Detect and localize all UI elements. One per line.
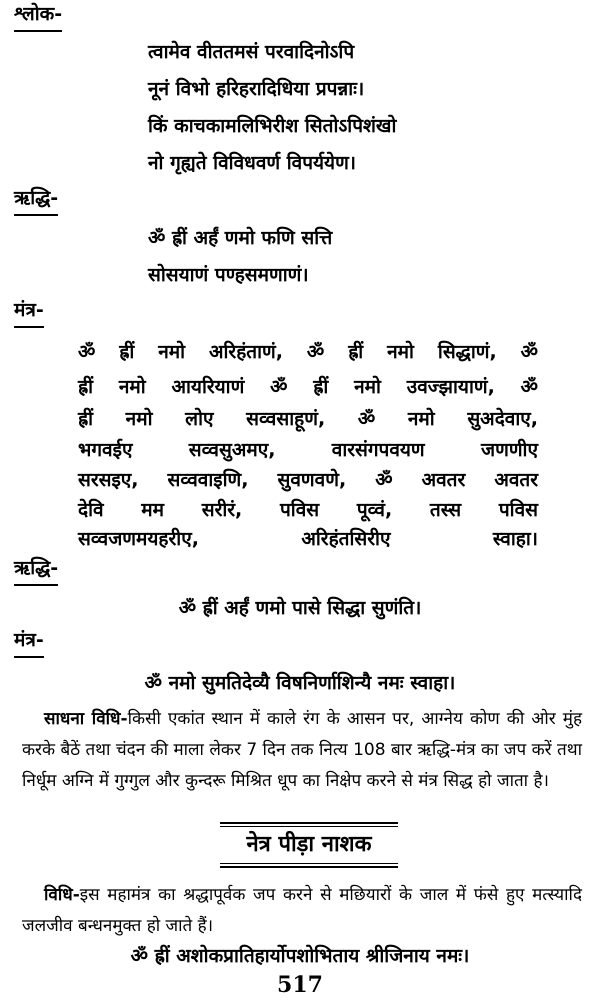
sadhana-lead: साधना विधि- — [44, 709, 128, 729]
mantra-line: ॐ ह्रीं नमो अरिहंताणं, ॐ ह्रीं नमो सिद्धाणं, ॐ — [78, 341, 538, 363]
final-mantra: ॐ ह्रीं अशोकप्रातिहार्योपशोभिताय श्रीजिनाय नमः। — [130, 945, 470, 967]
sadhana-paragraph — [22, 704, 582, 797]
sadhana-text: किसी एकांत स्थान में काले रंग के आसन पर, आग्नेय कोण की ओर मुंह करके बैठें तथा चंदन की माला लेकर 7 दिन तक नित्य 108 बार ऋद्धि-मंत्र का जप करें तथा निर्धूम अग्नि में गुग्गुल और कुन्दरू मिश्रित धूप का निक्षेप करने से मंत्र सिद्ध हो जाता है। — [22, 709, 582, 791]
riddhi-line: सोसयाणं पण्हसमणाणं। — [148, 264, 309, 286]
shloka-line: त्वामेव वीततमसं परवादिनोऽपि — [148, 41, 355, 63]
vidhi-paragraph — [22, 880, 582, 942]
mantra-line: ह्रीं नमो आयरियाणं ॐ ह्रीं नमो उवज्झायाणं, ॐ — [78, 376, 538, 398]
vidhi-text: इस महामंत्र का श्रद्धापूर्वक जप करने से मछियारों के जाल में फंसे हुए मत्स्यादि जलजीव बन्धनमुक्त हो जाते हैं। — [22, 885, 582, 936]
mantra-line: ह्रीं नमो लोए सव्वसाहूणं, ॐ नमो सुअदेवाए, — [78, 408, 538, 430]
mantra-label: मंत्र- — [14, 298, 44, 328]
mantra-line: देवि मम सरीरं, पविस पूव्वं, तस्स पविस — [78, 499, 538, 521]
section-heading-text: नेत्र पीड़ा नाशक — [220, 826, 398, 864]
mantra-line: सरसइए, सव्ववाइणि, सुवणवणे, ॐ अवतर अवतर — [78, 469, 538, 491]
shloka-line: किं काचकामलिभिरीश सितोऽपिशंखो — [148, 115, 397, 137]
page-number: 517 — [277, 972, 323, 998]
mantra-line: सव्वजणमयहरीए, अरिहंतसिरीए स्वाहा। — [78, 528, 538, 550]
riddhi-label: ऋद्धि- — [14, 556, 58, 586]
riddhi-line: ॐ ह्रीं अर्हं णमो पासे सिद्धा सुणंति। — [178, 597, 422, 619]
mantra-line: भगवईए सव्वसुअमए, वारसंगपवयण जणणीए — [78, 439, 538, 461]
mantra-line: ॐ नमो सुमतिदेव्यै विषनिर्णाशिन्यै नमः स्वाहा। — [144, 672, 456, 694]
vidhi-lead: विधि- — [44, 885, 80, 905]
shloka-label: श्लोक- — [14, 2, 62, 32]
shloka-line: नो गृह्यते विविधवर्ण विपर्ययेण। — [148, 152, 357, 174]
mantra-label: मंत्र- — [14, 628, 44, 658]
riddhi-label: ऋद्धि- — [14, 186, 58, 216]
riddhi-line: ॐ ह्रीं अर्हं णमो फणि सत्ति — [148, 227, 333, 249]
shloka-line: नूनं विभो हरिहरादिधिया प्रपन्नाः। — [148, 78, 365, 100]
section-heading — [220, 822, 398, 868]
